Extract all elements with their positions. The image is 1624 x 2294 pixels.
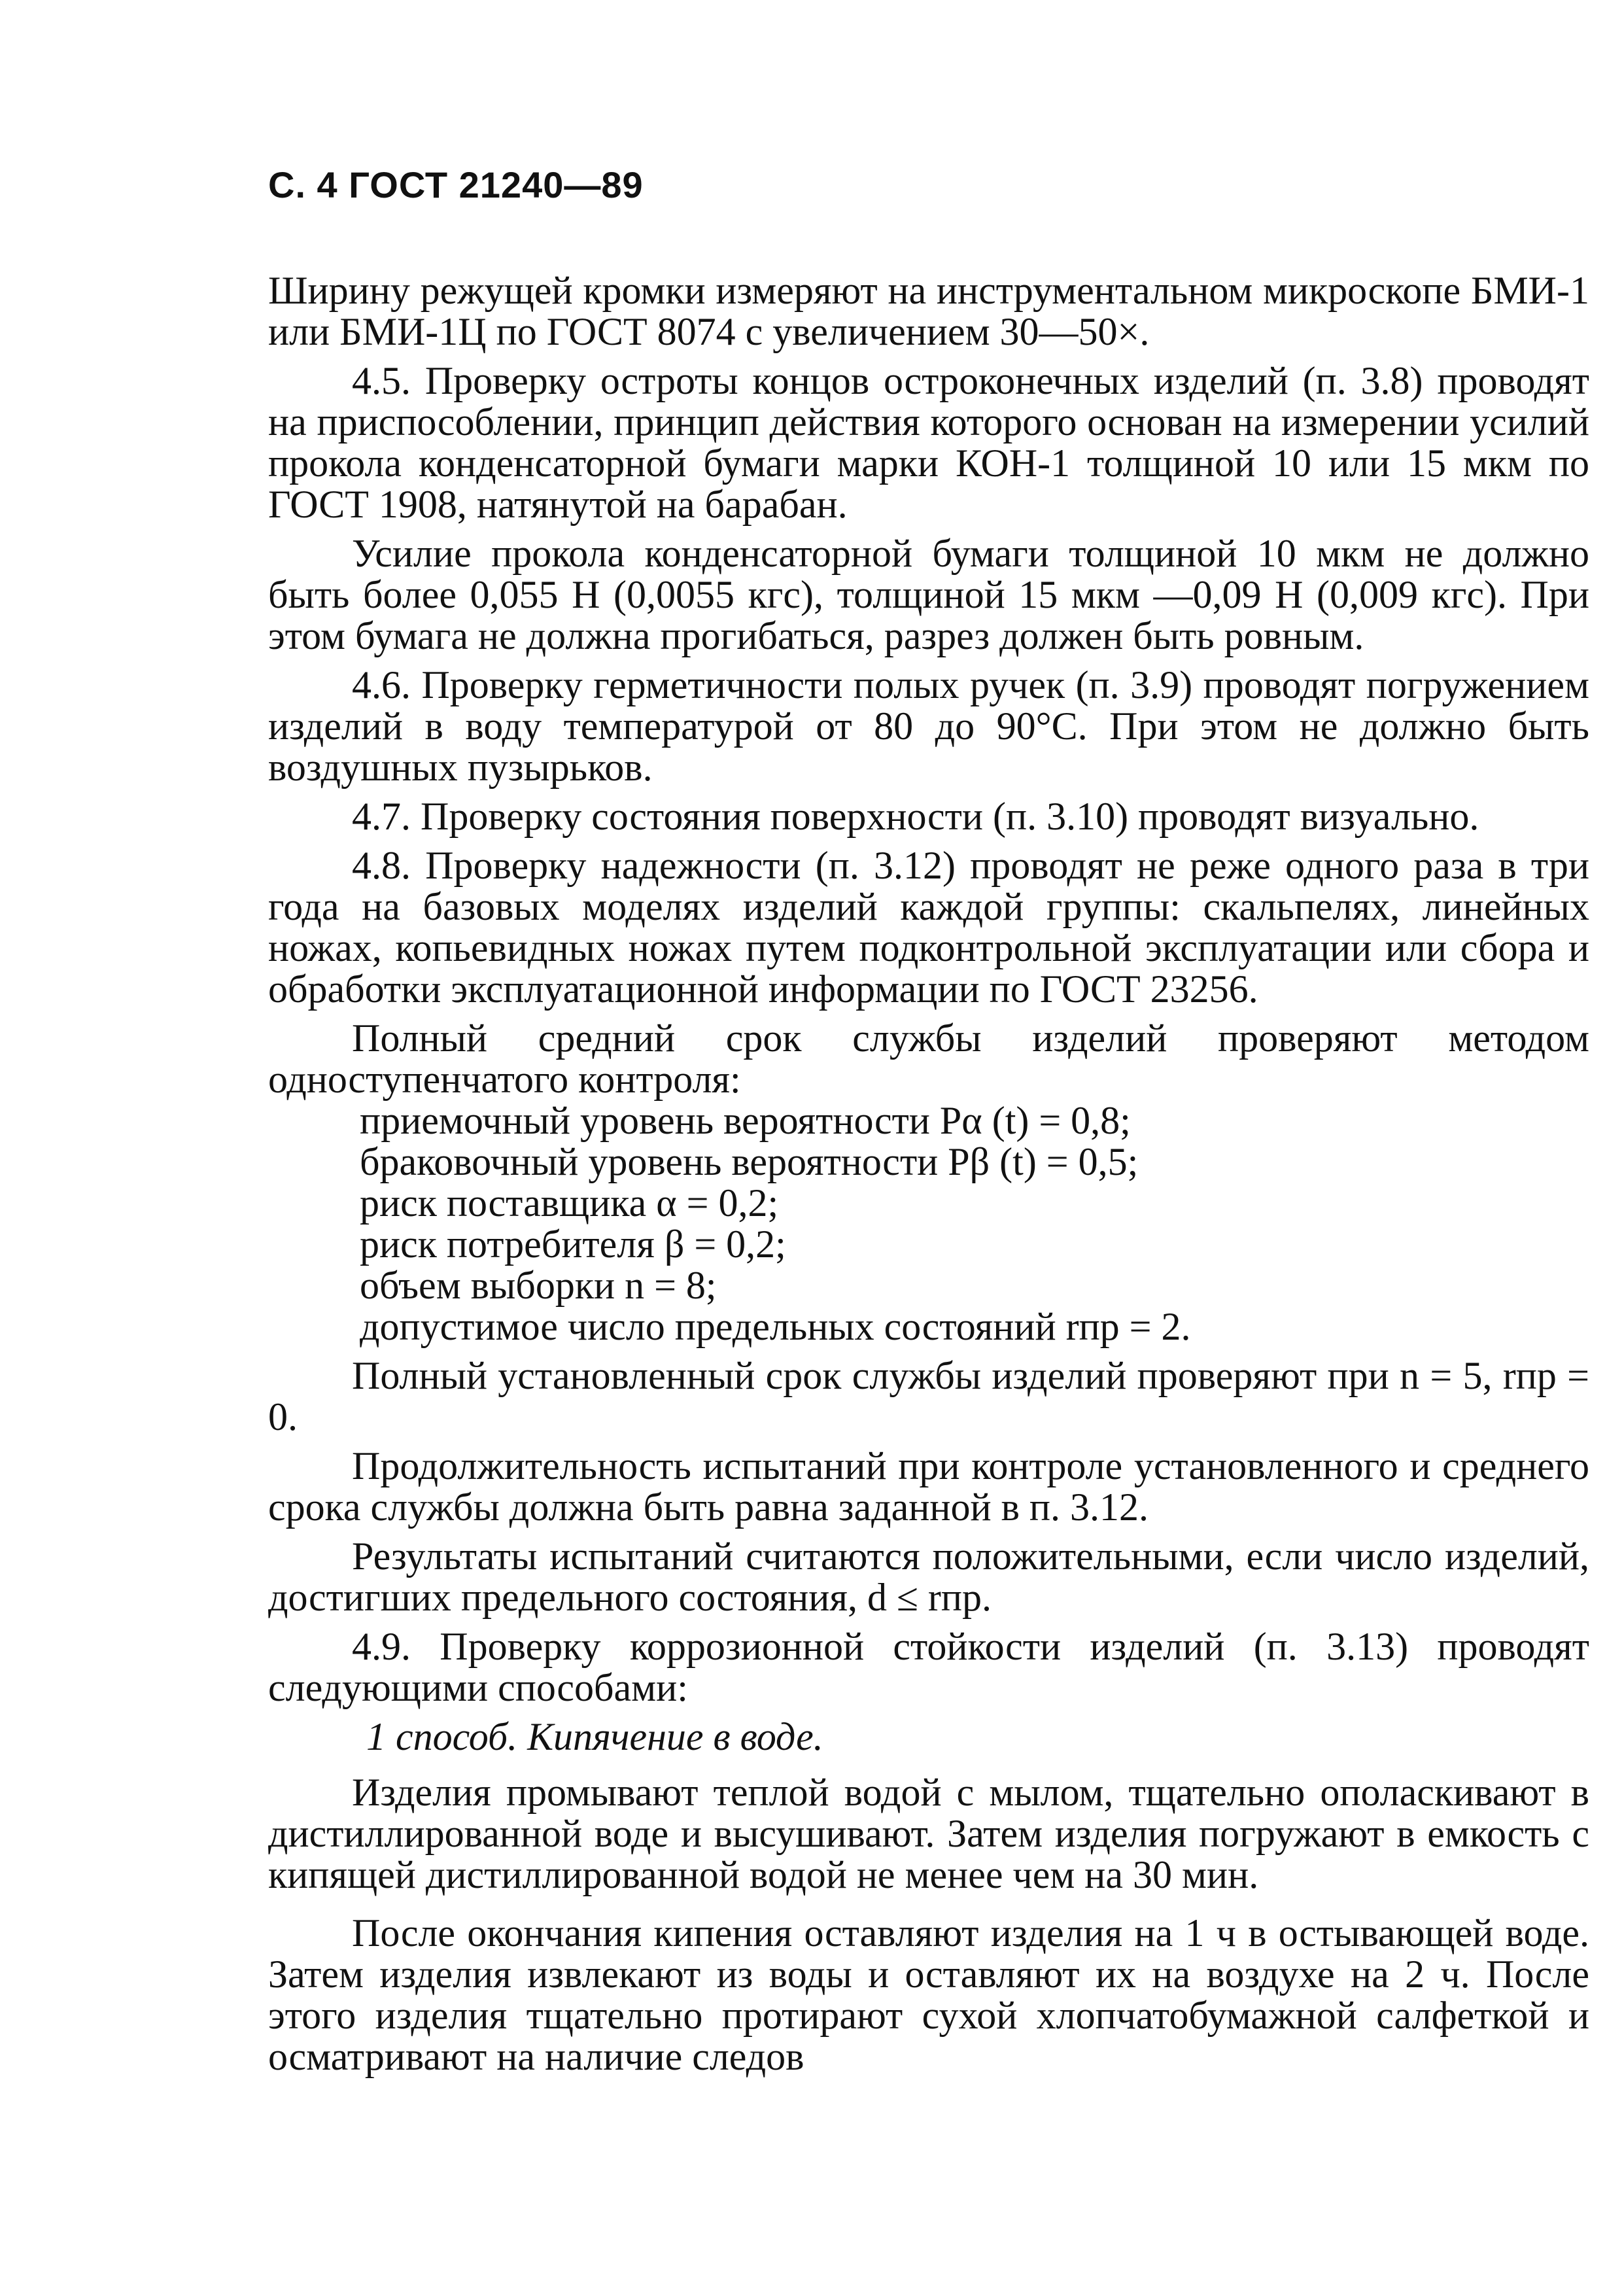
page-header: С. 4 ГОСТ 21240—89 <box>268 164 644 205</box>
paragraph-method-1-step-1: Изделия промывают теплой водой с мылом, тщательно ополаскивают в дистиллированной воде и высушивают. Затем изделия погружают в емкость с кипящей дистиллированной водой не менее чем на 30 мин. <box>268 1771 1589 1896</box>
document-body <box>268 270 1589 2077</box>
list-item: приемочный уровень вероятности Pα (t) = 0,8; <box>360 1099 1131 1142</box>
paragraph-control-method: Полный средний срок службы изделий проверяют методом одноступенчатого контроля: <box>268 1017 1589 1101</box>
method-heading: 1 способ. Кипячение в воде. <box>366 1715 823 1758</box>
list-item: риск поставщика α = 0,2; <box>360 1181 779 1225</box>
paragraph-test-results: Результаты испытаний считаются положительными, если число изделий, достигших предельного состояния, d ≤ rпр. <box>268 1535 1589 1619</box>
list-item: риск потребителя β = 0,2; <box>360 1223 786 1266</box>
list-item: объем выборки n = 8; <box>360 1264 717 1307</box>
paragraph-4-6: 4.6. Проверку герметичности полых ручек (п. 3.9) проводят погружением изделий в воду температурой от 80 до 90°С. При этом не должно быть воздушных пузырьков. <box>268 663 1589 789</box>
paragraph-4-7: 4.7. Проверку состояния поверхности (п. 3.10) проводят визуально. <box>352 795 1479 838</box>
paragraph-method-1-step-2: После окончания кипения оставляют изделия на 1 ч в остывающей воде. Затем изделия извлекают из воды и оставляют их на воздухе на 2 ч. После этого изделия тщательно протирают сухой хлопчатобумажной салфеткой и осматривают на наличие следов <box>268 1911 1589 2078</box>
paragraph-4-9: 4.9. Проверку коррозионной стойкости изделий (п. 3.13) проводят следующими способами: <box>268 1625 1589 1709</box>
document-page <box>268 164 1589 2085</box>
paragraph-test-duration: Продолжительность испытаний при контроле установленного и среднего срока службы должна быть равна заданной в п. 3.12. <box>268 1444 1589 1529</box>
paragraph-cutting-edge: Ширину режущей кромки измеряют на инструментальном микроскопе БМИ-1 или БМИ-1Ц по ГОСТ 8074 с увеличением 30—50×. <box>268 269 1589 353</box>
paragraph-established-life: Полный установленный срок службы изделий проверяют при n = 5, rпр = 0. <box>268 1354 1589 1438</box>
paragraph-4-8: 4.8. Проверку надежности (п. 3.12) проводят не реже одного раза в три года на базовых моделях изделий каждой группы: скальпелях, линейных ножах, копьевидных ножах путем подконтрольной эксплуатации или сбора и обработки эксплуатационной информации по ГОСТ 23256. <box>268 844 1589 1011</box>
control-parameters-list <box>268 1100 1589 1347</box>
paragraph-4-5: 4.5. Проверку остроты концов остроконечных изделий (п. 3.8) проводят на приспособлении, принцип действия которого основан на измерении усилий прокола конденсаторной бумаги марки КОН-1 толщиной 10 или 15 мкм по ГОСТ 1908, натянутой на барабан. <box>268 359 1589 526</box>
paragraph-puncture-force: Усилие прокола конденсаторной бумаги толщиной 10 мкм не должно быть более 0,055 Н (0,0055 кгс), толщиной 15 мкм —0,09 Н (0,009 кгс). При этом бумага не должна прогибаться, разрез должен быть ровным. <box>268 532 1589 657</box>
list-item: допустимое число предельных состояний rпр = 2. <box>360 1305 1191 1348</box>
list-item: браковочный уровень вероятности Pβ (t) = 0,5; <box>360 1140 1139 1183</box>
